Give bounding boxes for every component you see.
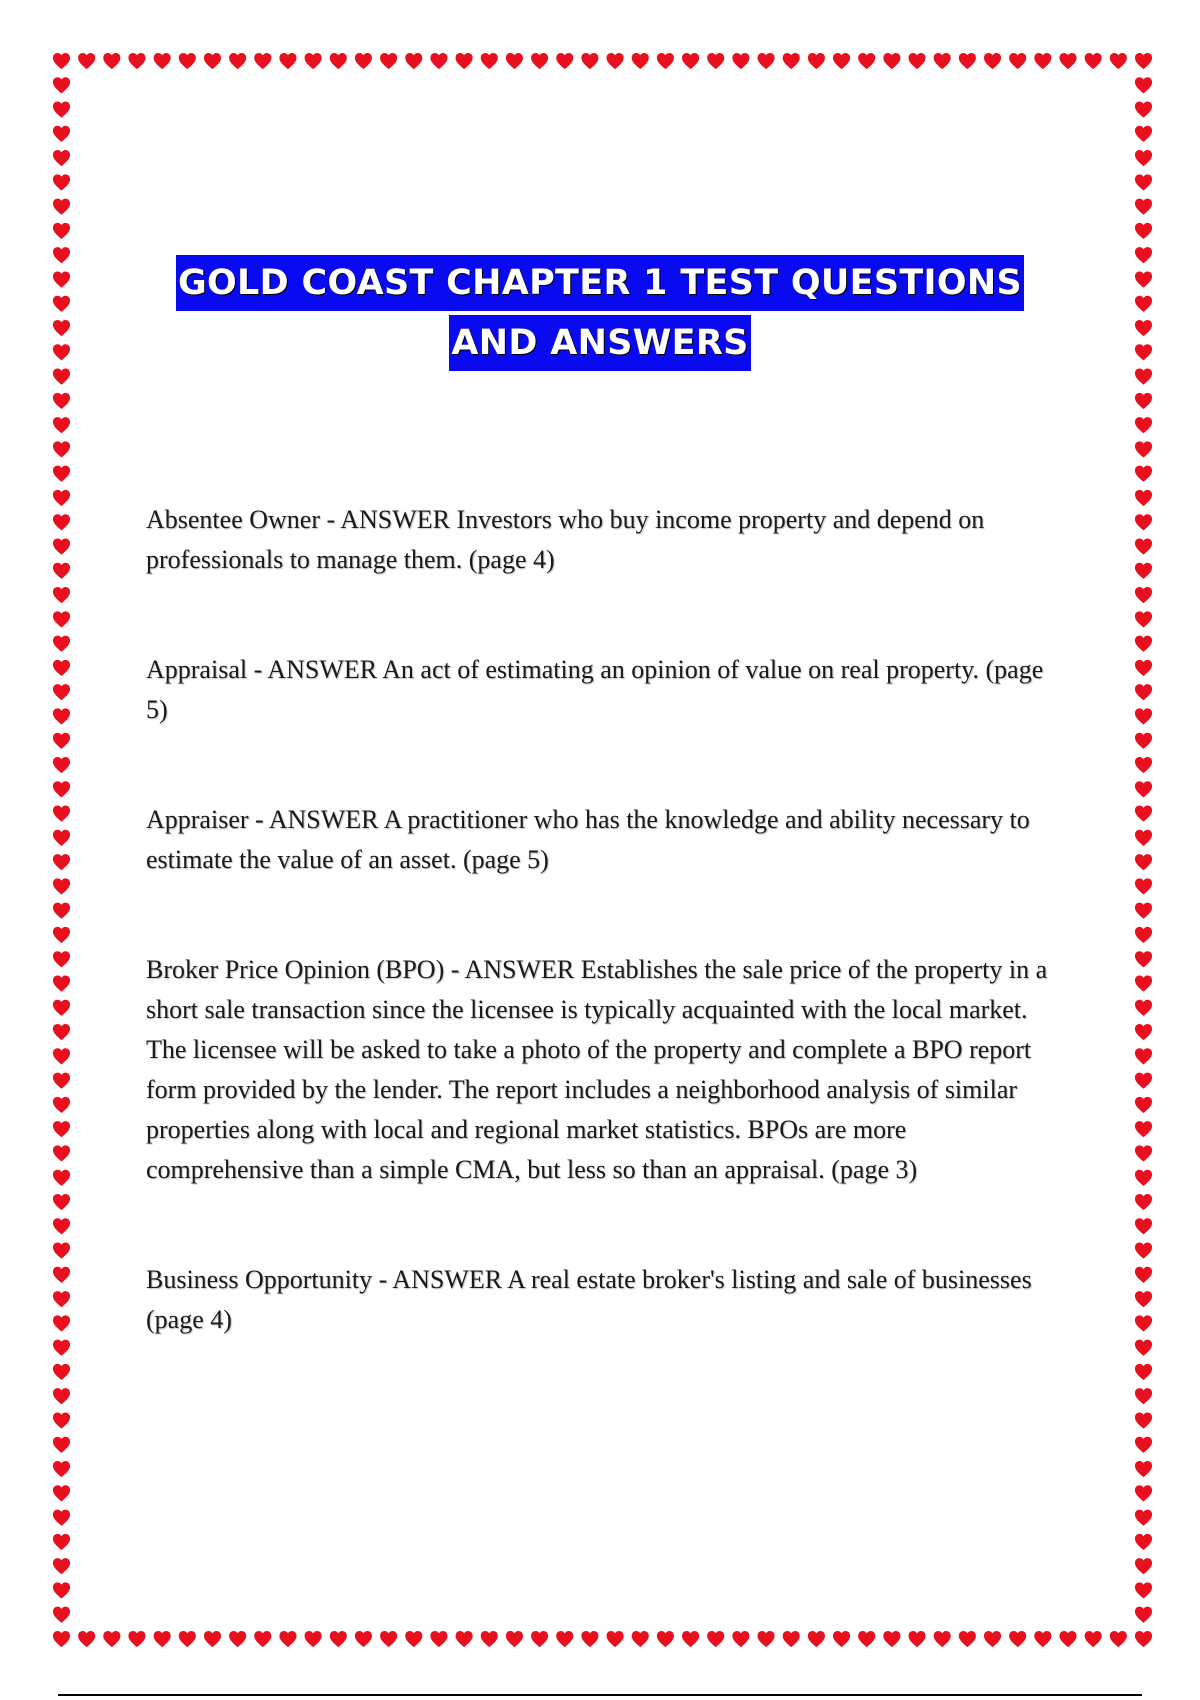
heart-icon xyxy=(456,1631,473,1647)
heart-icon xyxy=(279,53,296,69)
heart-icon xyxy=(1135,1267,1152,1283)
heart-icon xyxy=(1135,708,1152,724)
heart-icon xyxy=(53,757,70,773)
heart-icon xyxy=(53,417,70,433)
heart-icon xyxy=(53,1218,70,1234)
heart-icon xyxy=(53,1048,70,1064)
heart-icon xyxy=(1009,53,1026,69)
heart-icon xyxy=(53,1170,70,1186)
heart-icon xyxy=(607,53,624,69)
heart-icon xyxy=(53,1388,70,1404)
heart-icon xyxy=(380,53,397,69)
heart-icon xyxy=(53,1121,70,1137)
heart-icon xyxy=(78,53,95,69)
heart-icon xyxy=(355,53,372,69)
heart-icon xyxy=(632,1631,649,1647)
heart-icon xyxy=(53,587,70,603)
heart-icon xyxy=(380,1631,397,1647)
heart-icon xyxy=(1135,53,1152,69)
heart-icon xyxy=(1135,1291,1152,1307)
heart-icon xyxy=(53,1485,70,1501)
heart-icon xyxy=(1135,1558,1152,1574)
heart-icon xyxy=(934,53,951,69)
heart-icon xyxy=(1135,1000,1152,1016)
qa-entry-broker-price-opinion: Broker Price Opinion (BPO) - ANSWER Establishes the sale price of the property in a short sale transaction since the licensee is typically acquainted with the local market. The licensee will be asked to take a photo of the property and complete a BPO report form provided by the lender. The report includes a neighborhood analysis of similar properties along with local and regional market statistics. BPOs are more comprehensive than a simple CMA, but less so than an appraisal. (page 3) xyxy=(146,955,1048,1184)
heart-icon xyxy=(154,1631,171,1647)
heart-icon xyxy=(481,53,498,69)
heart-icon xyxy=(531,1631,548,1647)
heart-icon xyxy=(53,1145,70,1161)
heart-icon xyxy=(1135,1461,1152,1477)
heart-icon xyxy=(959,1631,976,1647)
page-bottom-rule xyxy=(58,1694,1142,1696)
heart-icon xyxy=(53,53,70,69)
heart-icon xyxy=(53,1315,70,1331)
heart-icon xyxy=(506,53,523,69)
heart-icon xyxy=(53,854,70,870)
heart-icon xyxy=(1135,1145,1152,1161)
heart-icon xyxy=(78,1631,95,1647)
heart-icon xyxy=(1135,878,1152,894)
heart-icon xyxy=(179,1631,196,1647)
heart-icon xyxy=(1135,150,1152,166)
qa-entry-business-opportunity: Business Opportunity - ANSWER A real estate broker's listing and sale of businesses (page 4) xyxy=(146,1265,1032,1334)
heart-icon xyxy=(53,1194,70,1210)
heart-icon xyxy=(1135,417,1152,433)
heart-icon xyxy=(53,1510,70,1526)
heart-icon xyxy=(254,53,271,69)
heart-icon xyxy=(1135,174,1152,190)
heart-icon xyxy=(1135,1510,1152,1526)
heart-icon xyxy=(1135,1582,1152,1598)
heart-icon xyxy=(53,1582,70,1598)
heart-icon xyxy=(1135,975,1152,991)
heart-icon xyxy=(1135,1340,1152,1356)
heart-icon xyxy=(682,53,699,69)
heart-icon xyxy=(984,1631,1001,1647)
heart-icon xyxy=(1135,1024,1152,1040)
heart-icon xyxy=(682,1631,699,1647)
heart-icon xyxy=(1135,1534,1152,1550)
heart-icon xyxy=(53,1000,70,1016)
heart-icon xyxy=(53,636,70,652)
heart-icon xyxy=(883,1631,900,1647)
heart-icon xyxy=(330,1631,347,1647)
heart-icon xyxy=(53,514,70,530)
heart-icon xyxy=(1135,1437,1152,1453)
heart-icon xyxy=(128,1631,145,1647)
heart-icon xyxy=(1059,53,1076,69)
heart-icon xyxy=(53,102,70,118)
heart-icon xyxy=(430,1631,447,1647)
heart-icon xyxy=(204,1631,221,1647)
heart-icon xyxy=(53,1073,70,1089)
heart-icon xyxy=(53,126,70,142)
heart-icon xyxy=(405,1631,422,1647)
heart-icon xyxy=(1135,1194,1152,1210)
heart-icon xyxy=(1135,1048,1152,1064)
heart-icon xyxy=(1135,781,1152,797)
heart-icon xyxy=(53,684,70,700)
heart-icon xyxy=(1135,441,1152,457)
heart-icon xyxy=(1135,1218,1152,1234)
heart-icon xyxy=(984,53,1001,69)
qa-entry-appraiser: Appraiser - ANSWER A practitioner who has the knowledge and ability necessary to estimate the value of an asset. (page 5) xyxy=(146,805,1030,874)
heart-icon xyxy=(506,1631,523,1647)
heart-icon xyxy=(1135,733,1152,749)
heart-icon xyxy=(1135,1073,1152,1089)
heart-icon xyxy=(103,53,120,69)
heart-icon xyxy=(53,1243,70,1259)
heart-icon xyxy=(53,1534,70,1550)
heart-icon xyxy=(53,490,70,506)
heart-icon xyxy=(53,1461,70,1477)
heart-icon xyxy=(53,1631,70,1647)
heart-icon xyxy=(53,975,70,991)
heart-icon xyxy=(732,1631,749,1647)
heart-icon xyxy=(53,781,70,797)
heart-icon xyxy=(456,53,473,69)
title-line-1: GOLD COAST CHAPTER 1 TEST QUESTIONS xyxy=(176,255,1024,311)
heart-icon xyxy=(758,53,775,69)
heart-icon xyxy=(103,1631,120,1647)
qa-entries xyxy=(146,500,1066,1340)
heart-icon xyxy=(1135,1412,1152,1428)
heart-icon xyxy=(657,1631,674,1647)
heart-icon xyxy=(1135,563,1152,579)
heart-icon xyxy=(833,53,850,69)
heart-icon xyxy=(858,53,875,69)
qa-entry-absentee-owner: Absentee Owner - ANSWER Investors who buy income property and depend on professionals to manage them. (page 4) xyxy=(146,505,985,574)
heart-icon xyxy=(53,1412,70,1428)
heart-icon xyxy=(53,563,70,579)
heart-icon xyxy=(1135,951,1152,967)
heart-icon xyxy=(1135,199,1152,215)
heart-icon xyxy=(1135,490,1152,506)
heart-icon xyxy=(1135,806,1152,822)
heart-icon xyxy=(53,660,70,676)
heart-icon xyxy=(1135,611,1152,627)
heart-icon xyxy=(1135,854,1152,870)
heart-icon xyxy=(53,1291,70,1307)
heart-icon xyxy=(204,53,221,69)
heart-icon xyxy=(1135,636,1152,652)
heart-icon xyxy=(581,53,598,69)
heart-icon xyxy=(908,1631,925,1647)
heart-icon xyxy=(1135,1170,1152,1186)
heart-icon xyxy=(1135,1485,1152,1501)
heart-icon xyxy=(53,1340,70,1356)
heart-icon xyxy=(1135,1121,1152,1137)
heart-icon xyxy=(1135,466,1152,482)
heart-icon xyxy=(707,1631,724,1647)
heart-icon xyxy=(53,830,70,846)
heart-icon xyxy=(531,53,548,69)
heart-icon xyxy=(53,951,70,967)
heart-icon xyxy=(607,1631,624,1647)
heart-icon xyxy=(1135,1364,1152,1380)
heart-icon xyxy=(53,441,70,457)
heart-icon xyxy=(53,733,70,749)
heart-icon xyxy=(556,1631,573,1647)
heart-icon xyxy=(53,199,70,215)
heart-icon xyxy=(1135,393,1152,409)
heart-icon xyxy=(581,1631,598,1647)
heart-icon xyxy=(1135,1607,1152,1623)
heart-icon xyxy=(1085,53,1102,69)
heart-icon xyxy=(53,77,70,93)
heart-icon xyxy=(254,1631,271,1647)
heart-icon xyxy=(53,611,70,627)
heart-icon xyxy=(783,53,800,69)
heart-icon xyxy=(128,53,145,69)
heart-icon xyxy=(1135,102,1152,118)
heart-icon xyxy=(883,53,900,69)
heart-icon xyxy=(1135,757,1152,773)
heart-icon xyxy=(53,1607,70,1623)
heart-icon xyxy=(1135,514,1152,530)
heart-icon xyxy=(1135,684,1152,700)
heart-icon xyxy=(1085,1631,1102,1647)
heart-icon xyxy=(1135,660,1152,676)
title-line-2: AND ANSWERS xyxy=(449,315,750,371)
heart-icon xyxy=(1009,1631,1026,1647)
heart-icon xyxy=(1135,903,1152,919)
heart-icon xyxy=(53,150,70,166)
heart-icon xyxy=(53,806,70,822)
heart-icon xyxy=(53,1267,70,1283)
heart-icon xyxy=(279,1631,296,1647)
heart-icon xyxy=(1135,1097,1152,1113)
heart-icon xyxy=(430,53,447,69)
heart-icon xyxy=(229,1631,246,1647)
heart-icon xyxy=(858,1631,875,1647)
heart-icon xyxy=(1034,53,1051,69)
heart-icon xyxy=(405,53,422,69)
heart-icon xyxy=(305,53,322,69)
document-title xyxy=(0,255,1200,375)
heart-icon xyxy=(1110,1631,1127,1647)
heart-icon xyxy=(833,1631,850,1647)
heart-icon xyxy=(330,53,347,69)
heart-icon xyxy=(53,1364,70,1380)
heart-icon xyxy=(1135,77,1152,93)
heart-icon xyxy=(808,1631,825,1647)
heart-icon xyxy=(934,1631,951,1647)
heart-icon xyxy=(808,53,825,69)
heart-icon xyxy=(1135,1631,1152,1647)
heart-icon xyxy=(229,53,246,69)
heart-icon xyxy=(53,1437,70,1453)
heart-icon xyxy=(1135,223,1152,239)
heart-icon xyxy=(908,53,925,69)
heart-icon xyxy=(53,708,70,724)
heart-icon xyxy=(1135,927,1152,943)
heart-icon xyxy=(53,538,70,554)
heart-icon xyxy=(179,53,196,69)
heart-icon xyxy=(1135,538,1152,554)
heart-icon xyxy=(53,174,70,190)
heart-icon xyxy=(53,878,70,894)
heart-icon xyxy=(632,53,649,69)
qa-entry-appraisal: Appraisal - ANSWER An act of estimating an opinion of value on real property. (page 5) xyxy=(146,655,1044,724)
heart-icon xyxy=(1110,53,1127,69)
heart-icon xyxy=(53,903,70,919)
heart-icon xyxy=(355,1631,372,1647)
heart-icon xyxy=(305,1631,322,1647)
heart-icon xyxy=(53,393,70,409)
heart-icon xyxy=(707,53,724,69)
heart-icon xyxy=(154,53,171,69)
heart-icon xyxy=(1059,1631,1076,1647)
heart-icon xyxy=(556,53,573,69)
heart-icon xyxy=(53,1024,70,1040)
heart-icon xyxy=(1135,830,1152,846)
heart-icon xyxy=(53,223,70,239)
heart-icon xyxy=(1135,126,1152,142)
heart-icon xyxy=(53,1558,70,1574)
heart-icon xyxy=(758,1631,775,1647)
heart-icon xyxy=(657,53,674,69)
heart-icon xyxy=(1034,1631,1051,1647)
heart-icon xyxy=(53,927,70,943)
heart-icon xyxy=(783,1631,800,1647)
heart-icon xyxy=(1135,1243,1152,1259)
heart-icon xyxy=(1135,587,1152,603)
heart-icon xyxy=(53,466,70,482)
heart-icon xyxy=(481,1631,498,1647)
heart-icon xyxy=(959,53,976,69)
heart-icon xyxy=(732,53,749,69)
heart-icon xyxy=(1135,1315,1152,1331)
heart-icon xyxy=(53,1097,70,1113)
heart-icon xyxy=(1135,1388,1152,1404)
